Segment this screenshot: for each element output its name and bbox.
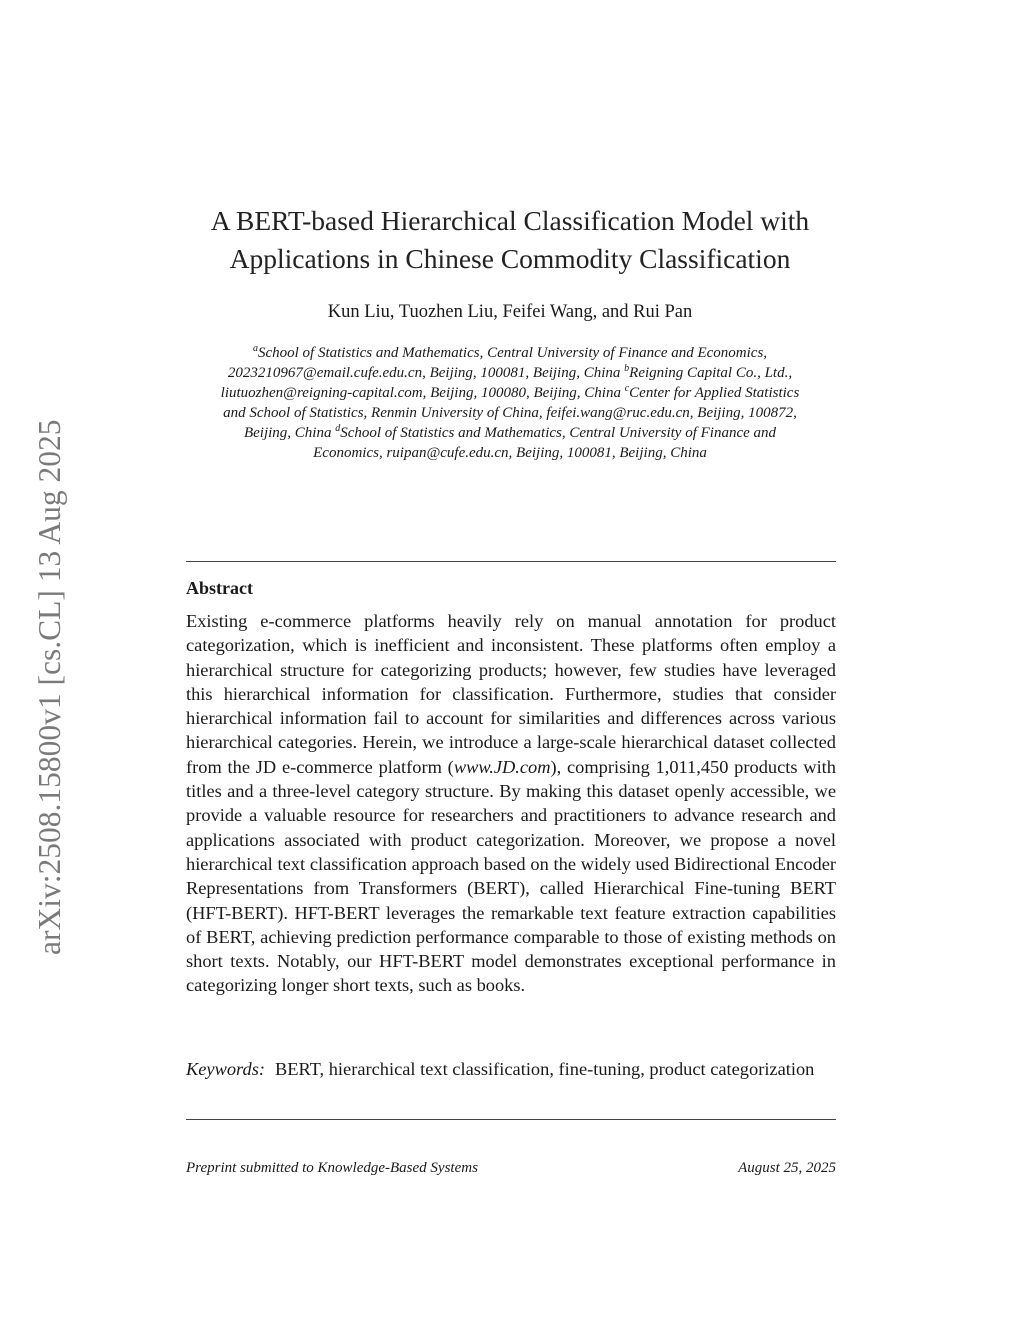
affiliation-text: Center for Applied Statistics and School of Statistics, Renmin University of China, feifei.wang@ruc.edu.cn, Beijing, 100872, Beijing, China [223, 385, 800, 441]
affiliation-text: Reigning Capital Co., Ltd., liutuozhen@reigning-capital.com, Beijing, 100080, Beijing, China [220, 365, 793, 401]
footer-date: August 25, 2025 [738, 1160, 836, 1176]
top-divider [186, 561, 836, 562]
author-list: Kun Liu, Tuozhen Liu, Feifei Wang, and Rui Pan [327, 302, 693, 322]
abstract-body [186, 609, 836, 998]
footer-submission-note: Preprint submitted to Knowledge-Based Systems [186, 1160, 478, 1176]
affiliation-text: School of Statistics and Mathematics, Central University of Finance and Economics, 2023210967@email.cufe.edu.cn, Beijing, 100081, Beijing, China [227, 345, 768, 381]
abstract-heading: Abstract [186, 578, 253, 598]
affiliation-marker: d [335, 423, 341, 434]
keywords-label: Keywords: [186, 1059, 266, 1079]
abstract-url: www.JD.com [453, 756, 551, 777]
keywords-text: BERT, hierarchical text classification, fine-tuning, product categorization [275, 1059, 815, 1079]
abstract-text-part-1: Existing e-commerce platforms heavily rely on manual annotation for product categorization, which is inefficient and inconsistent. These platforms often employ a hierarchical structure for categorizing products; however, few studies have leveraged this hierarchical information for classification. Furthermore, studies that consider hierarchical information fail to account for similarities and differences across various hierarchical categories. Herein, we introduce a large-scale hierarchical dataset collected from the JD e-commerce platform ( [186, 611, 836, 777]
title-line-2: Applications in Chinese Commodity Classification [229, 243, 791, 274]
keywords [186, 1057, 836, 1081]
abstract-text-part-2: ), comprising 1,011,450 products with titles and a three-level category structure. By making this dataset openly accessible, we provide a valuable resource for researchers and practitioners to advance research and applications associated with product categorization. Moreover, we propose a novel hierarchical text classification approach based on the widely used Bidirectional Encoder Representations from Transformers (BERT), called Hierarchical Fine-tuning BERT (HFT-BERT). HFT-BERT leverages the remarkable text feature extraction capabilities of BERT, achieving prediction performance comparable to those of existing methods on short texts. Notably, our HFT-BERT model demonstrates exceptional performance in categorizing longer short texts, such as books. [186, 756, 836, 996]
affiliation-marker: b [624, 363, 630, 374]
title-line-1: A BERT-based Hierarchical Classification Model with [210, 205, 810, 236]
arxiv-side-stamp: arXiv:2508.15800v1 [cs.CL] 13 Aug 2025 [32, 419, 67, 955]
bottom-divider [186, 1119, 836, 1120]
paper-title [180, 202, 840, 278]
affiliations [215, 343, 805, 463]
affiliation-marker: c [624, 383, 630, 394]
affiliation-text: School of Statistics and Mathematics, Central University of Finance and Economics, ruipan@cufe.edu.cn, Beijing, 100081, Beijing, China [313, 425, 777, 461]
affiliation-marker: a [252, 343, 258, 354]
